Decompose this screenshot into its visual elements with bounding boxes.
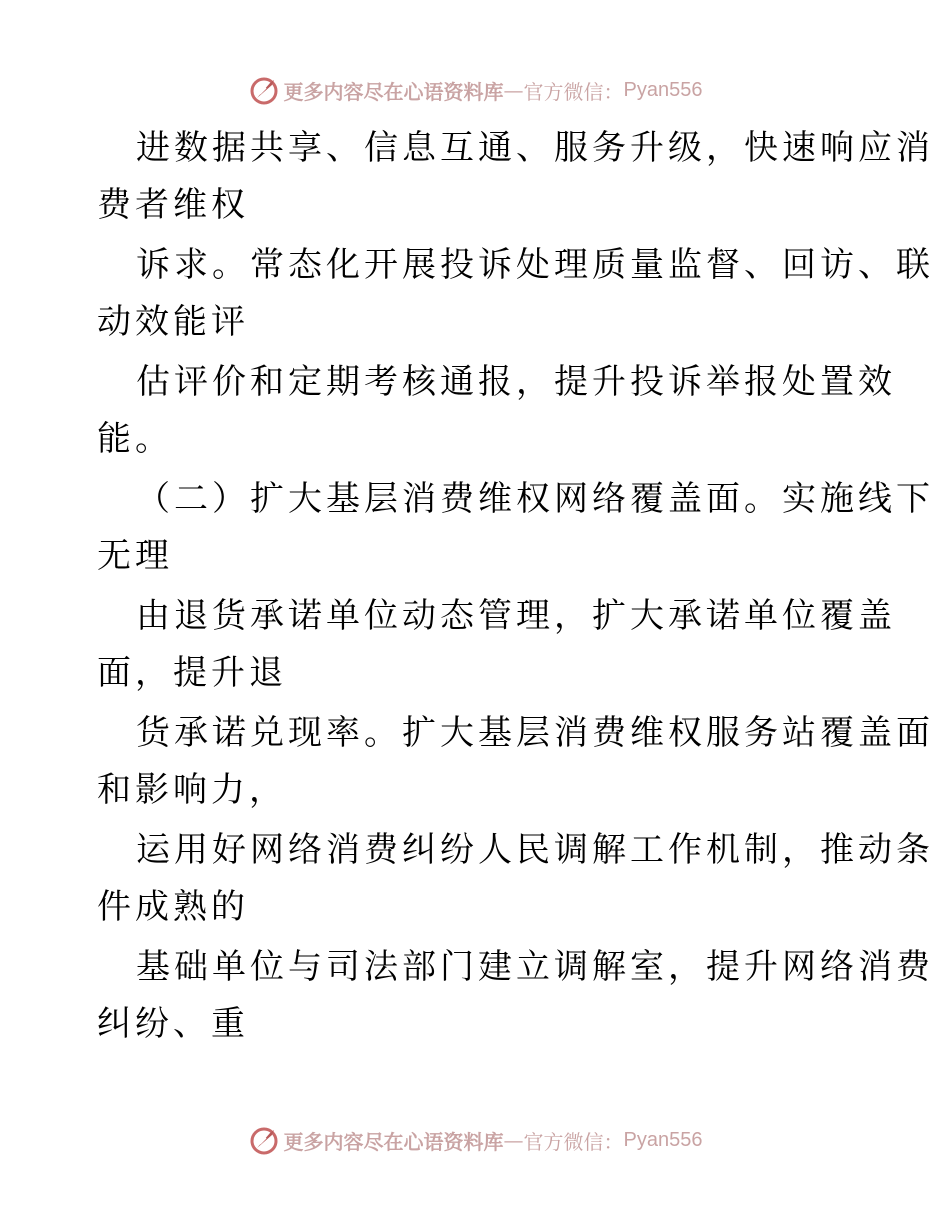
body-line: 运用好网络消费纠纷人民调解工作机制，推动条 [136,830,934,870]
quill-logo-icon [248,1124,280,1156]
body-line: 由退货承诺单位动态管理，扩大承诺单位覆盖 [136,596,896,636]
body-line: 件成熟的 [97,887,249,927]
body-line: 动效能评 [97,302,249,342]
watermark-title: 更多内容尽在心语资料库 [283,79,504,104]
watermark-account: Pyan556 [623,78,703,101]
body-line: 无理 [97,536,173,576]
body-line: 面，提升退 [97,653,287,693]
body-line: 基础单位与司法部门建立调解室，提升网络消费 [136,947,934,987]
watermark-official-label: 官方微信： [523,1129,624,1154]
body-line: 进数据共享、信息互通、服务升级，快速响应消 [136,128,934,168]
body-line: 估评价和定期考核通报，提升投诉举报处置效 [136,362,896,402]
body-line: （二）扩大基层消费维权网络覆盖面。实施线下 [136,479,934,519]
footer-watermark [0,1120,950,1160]
watermark-separator: — [503,78,524,102]
body-line: 能。 [97,419,173,459]
body-line: 货承诺兑现率。扩大基层消费维权服务站覆盖面 [136,713,934,753]
header-watermark [0,70,950,110]
body-line: 纠纷、重 [97,1004,249,1044]
body-line: 费者维权 [97,185,249,225]
body-line: 诉求。常态化开展投诉处理质量监督、回访、联 [136,245,934,285]
watermark-official-label: 官方微信： [523,79,624,104]
body-line: 和影响力， [97,770,287,810]
watermark-account: Pyan556 [623,1128,703,1151]
quill-logo-icon [248,74,280,106]
watermark-separator: — [503,1128,524,1152]
watermark-title: 更多内容尽在心语资料库 [283,1129,504,1154]
